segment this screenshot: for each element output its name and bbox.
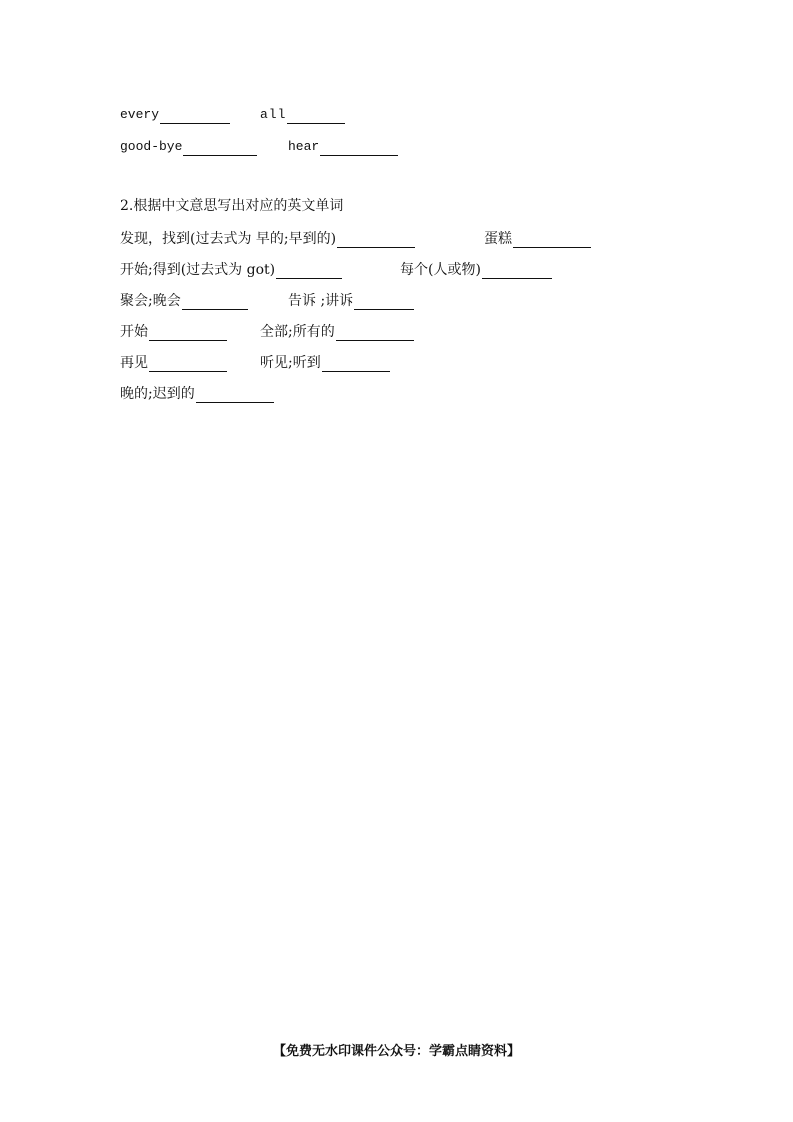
answer-blank[interactable] [196,386,274,403]
word-label: hear [288,139,320,154]
exercise-item [260,319,414,341]
exercise-item [484,226,591,248]
word-label: 开始 [120,324,148,340]
word-label: 蛋糕 [484,231,512,247]
exercise-item [120,226,415,248]
word-label: 告诉 ;讲诉 [288,293,354,309]
answer-blank[interactable] [149,355,227,372]
exercise-item [120,257,342,279]
exercise-row-5 [120,288,680,310]
answer-blank[interactable] [354,293,414,310]
word-label: 开始;得到(过去式为 got) [120,262,276,278]
exercise-row-6 [120,319,680,341]
answer-blank[interactable] [149,324,227,341]
answer-blank[interactable] [182,293,248,310]
exercise-item [400,257,552,279]
answer-blank[interactable] [276,262,342,279]
exercise-item [120,381,274,403]
word-label: 每个(人或物) [400,262,481,278]
word-label: 再见 [120,355,148,371]
exercise-item [260,102,345,124]
answer-blank[interactable] [513,231,591,248]
exercise-item [120,350,227,372]
section-heading: 2.根据中文意思写出对应的英文单词 [120,198,344,214]
answer-blank[interactable] [160,107,230,124]
word-label: 全部;所有的 [260,324,335,340]
exercise-item [120,134,257,156]
word-label: 聚会;晚会 [120,293,181,309]
footer-note: 【免费无水印课件公众号：学霸点睛资料】 [272,1044,520,1059]
exercise-item [288,134,398,156]
exercise-item [120,288,248,310]
word-label: every [120,107,160,122]
exercise-item [120,319,227,341]
answer-blank[interactable] [337,231,415,248]
answer-blank[interactable] [287,107,345,124]
answer-blank[interactable] [320,139,398,156]
exercise-item [120,102,230,124]
word-label: 听见;听到 [260,355,321,371]
exercise-row-3 [120,226,680,248]
word-label: 发现，找到(过去式为 早的;早到的) [120,231,337,247]
answer-blank[interactable] [336,324,414,341]
word-label: all [260,107,287,122]
word-label: 晚的;迟到的 [120,386,195,402]
exercise-item [260,350,390,372]
exercise-row-4 [120,257,680,279]
exercise-row-2 [120,134,680,156]
word-label: good-bye [120,139,183,154]
answer-blank[interactable] [322,355,390,372]
exercise-row-7 [120,350,680,372]
exercise-row-8 [120,381,680,403]
answer-blank[interactable] [482,262,552,279]
exercise-row-1 [120,102,680,124]
answer-blank[interactable] [183,139,257,156]
exercise-item [288,288,414,310]
